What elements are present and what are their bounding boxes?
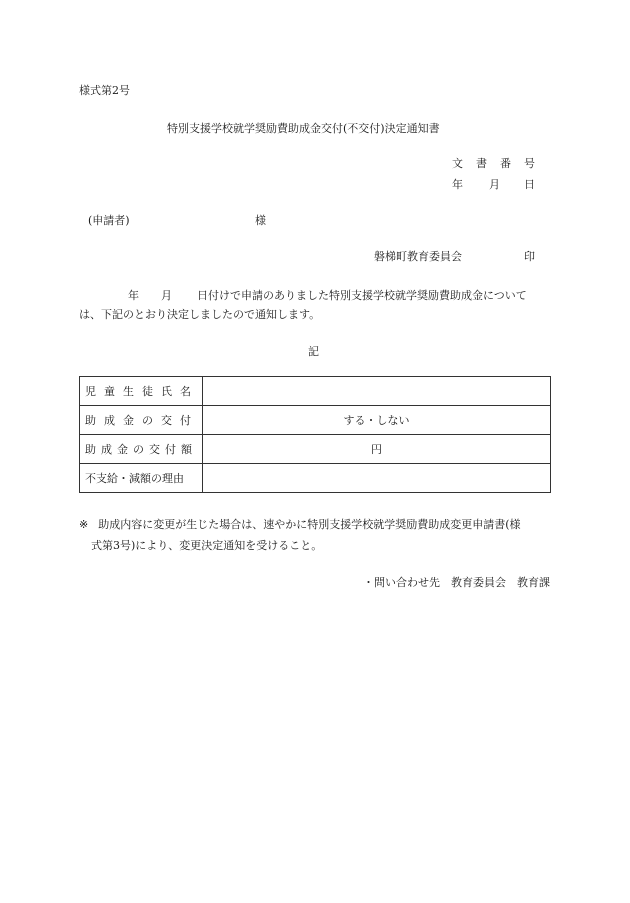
label-char: 生: [123, 385, 134, 398]
label-char: の: [133, 443, 144, 456]
label-char: 金: [117, 443, 128, 456]
label-char: 氏: [161, 385, 172, 398]
label-char: 成: [101, 443, 112, 456]
info-table: [79, 376, 551, 493]
label-char: 額: [181, 443, 192, 456]
label-char: 成: [104, 414, 115, 427]
note-line2: 式第3号)により、変更決定通知を受けること。: [91, 539, 323, 552]
note-text-line1: 助成内容に変更が生じた場合は、速やかに特別支援学校就学奨励費助成変更申請書(様: [98, 518, 521, 531]
label-char: 助: [85, 443, 96, 456]
doc-number-char: 文: [452, 157, 463, 170]
ki-heading: 記: [308, 345, 319, 358]
table-row: [80, 464, 551, 493]
body-year: 年: [128, 289, 139, 302]
body-line1: 日付けで申請のありました特別支援学校就学奨励費助成金について: [197, 289, 527, 302]
body-month: 月: [161, 289, 172, 302]
applicant-label: (申請者): [88, 214, 130, 227]
table-label-reason: [80, 464, 203, 493]
note-mark: ※: [79, 518, 89, 531]
date-month: 月: [489, 178, 500, 191]
table-row: [80, 435, 551, 464]
doc-number-char: 番: [500, 157, 511, 170]
table-value-grant-amount: 円: [203, 435, 551, 464]
label-char: 金: [123, 414, 134, 427]
seal-mark: 印: [524, 250, 535, 263]
table-value-grant-decision: する・しない: [203, 406, 551, 435]
note-line1: [79, 516, 521, 532]
date-year: 年: [452, 178, 463, 191]
label-char: 童: [104, 385, 115, 398]
doc-number-char: 書: [476, 157, 487, 170]
honorific: 様: [255, 214, 266, 227]
form-number: 様式第2号: [79, 84, 130, 97]
table-label-grant-decision: [80, 406, 203, 435]
label-char: の: [142, 414, 153, 427]
label-char: 名: [180, 385, 191, 398]
table-row: [80, 406, 551, 435]
doc-number-char: 号: [524, 157, 535, 170]
label-char: 交: [161, 414, 172, 427]
label-char: 徒: [142, 385, 153, 398]
label-char: 助: [85, 414, 96, 427]
label-char: 付: [165, 443, 176, 456]
document-title: 特別支援学校就学奨励費助成金交付(不交付)決定通知書: [167, 122, 440, 135]
table-value-reason: [203, 464, 551, 493]
table-value-student-name: [203, 377, 551, 406]
label-char: 付: [180, 414, 191, 427]
table-label-student-name: [80, 377, 203, 406]
label-char: 交: [149, 443, 160, 456]
label-char: 児: [85, 385, 96, 398]
body-line2: は、下記のとおり決定しましたので通知します。: [79, 308, 321, 321]
table-row: [80, 377, 551, 406]
contact-info: ・問い合わせ先 教育委員会 教育課: [363, 576, 550, 589]
label-char: 不支給・減額の理由: [85, 472, 184, 485]
issuer-name: 磐梯町教育委員会: [374, 250, 462, 263]
table-label-grant-amount: [80, 435, 203, 464]
date-day: 日: [524, 178, 535, 191]
